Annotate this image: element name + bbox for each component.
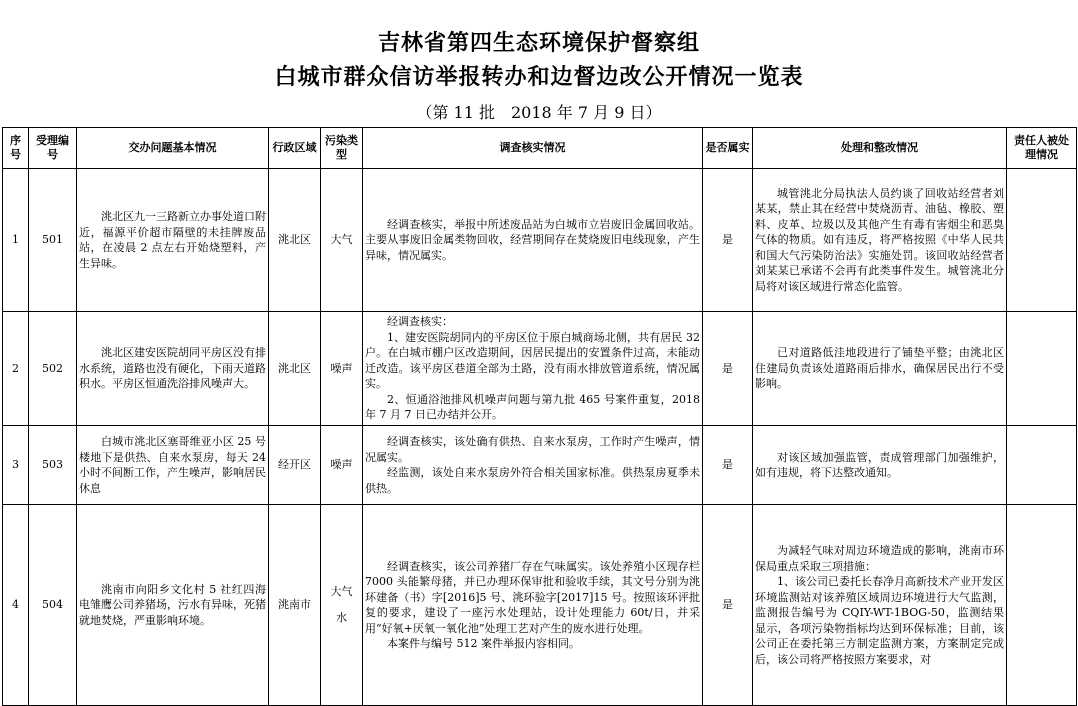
- complaints-table: [2, 127, 1077, 706]
- col-header-type: 污染类型: [321, 128, 363, 169]
- cell-investigation: [363, 169, 703, 312]
- investigation-paragraph: 经调查核实：: [387, 315, 453, 329]
- cell-verified: 是: [703, 312, 753, 426]
- cell-no: 1: [3, 169, 29, 312]
- table-row: [3, 312, 1077, 426]
- issue-text: 洮南市向阳乡文化村 5 社红四海电雏鹰公司养猪场，污水有异味，死猪就地焚烧，严重影响环境。: [79, 582, 266, 627]
- cell-code: 502: [29, 312, 77, 426]
- handling-paragraph: 城管洮北分局执法人员约谈了回收站经营者刘某某，禁止其在经营中焚烧沥青、油毡、橡胶、塑料、皮革、垃圾以及其他产生有毒有害烟尘和恶臭气体的物质。如有违反，将严格按照《中华人民共和国大气污染防治法》实施处罚。该回收站经营者刘某某已承诺不会再有此类事件发生。城管洮北分局将对该区域进行常态化监管。: [755, 186, 1004, 293]
- cell-type: 噪声: [321, 426, 363, 505]
- cell-issue: [77, 426, 269, 505]
- cell-investigation: [363, 312, 703, 426]
- investigation-paragraph: 本案件与编号 512 案件举报内容相同。: [387, 637, 580, 650]
- investigation-paragraph: 经调查核实，举报中所述废品站为白城市立岩废旧金属回收站。主要从事废旧金属类物回收，经营期间存在焚烧废旧电线现象，产生异味，情况属实。: [365, 217, 700, 262]
- handling-paragraph: 已对道路低洼地段进行了铺垫平整；由洮北区住建局负责该处道路雨后排水，确保居民出行不受影响。: [755, 346, 1004, 391]
- cell-responsible: [1007, 505, 1077, 706]
- col-header-no: 序号: [3, 128, 29, 169]
- cell-region: 经开区: [269, 426, 321, 505]
- col-header-handling: 处理和整改情况: [753, 128, 1007, 169]
- cell-region: 洮北区: [269, 169, 321, 312]
- cell-code: 501: [29, 169, 77, 312]
- cell-investigation: [363, 505, 703, 706]
- table-header-row: [3, 128, 1077, 169]
- cell-issue: [77, 312, 269, 426]
- issue-text: 洮北区九一三路新立办事处道口附近，福源平价超市隔壁的未挂牌废品站，在凌晨 2 点左右开始烧塑料，产生异味。: [79, 210, 266, 270]
- investigation-paragraph: 经调查核实，该公司养猪厂存在气味属实。该处养殖小区现存栏 7000 头能繁母猪，并已办理环保审批和验收手续，其文号分别为洮环建备（书）字[2016]5 号、洮环验字[2017]15 号。按照该环评批复的要求，建设了一座污水处理站，设计处理能力 60t/日，并采用“好氧+厌氧一氧化池”处理工艺对产生的废水进行处理。: [365, 559, 700, 635]
- cell-verified: 是: [703, 505, 753, 706]
- col-header-responsible: 责任人被处理情况: [1007, 128, 1077, 169]
- cell-code: 504: [29, 505, 77, 706]
- cell-handling: [753, 505, 1007, 706]
- cell-no: 3: [3, 426, 29, 505]
- col-header-verified: 是否属实: [703, 128, 753, 169]
- table-row: [3, 505, 1077, 706]
- cell-handling: [753, 169, 1007, 312]
- cell-no: 2: [3, 312, 29, 426]
- cell-no: 4: [3, 505, 29, 706]
- cell-region: 洮北区: [269, 312, 321, 426]
- handling-paragraph: 为减轻气味对周边环境造成的影响，洮南市环保局重点采取三项措施：: [755, 544, 1004, 573]
- cell-responsible: [1007, 426, 1077, 505]
- cell-verified: 是: [703, 169, 753, 312]
- cell-region: 洮南市: [269, 505, 321, 706]
- issue-text: 洮北区建安医院胡同平房区没有排水系统，道路也没有硬化，下雨天道路积水。平房区恒通洗浴排风噪声大。: [79, 346, 266, 391]
- cell-responsible: [1007, 312, 1077, 426]
- handling-paragraph: 1、该公司已委托长春净月高新技术产业开发区环境监测站对该养殖区域周边环境进行大气监测，监测报告编号为 CQIY-WT-1BOG-50，监测结果显示，各项污染物指标均达到环保标准；目前，该公司正在委托第三方制定监测方案，方案制定完成后，该公司将严格按照方案要求，对: [755, 575, 1004, 666]
- cell-code: 503: [29, 426, 77, 505]
- cell-investigation: [363, 426, 703, 505]
- cell-issue: [77, 169, 269, 312]
- cell-issue: [77, 505, 269, 706]
- batch-date-subtitle: （第 11 批 2018 年 7 月 9 日）: [416, 103, 662, 122]
- col-header-investigation: 调查核实情况: [363, 128, 703, 169]
- table-row: [3, 169, 1077, 312]
- cell-verified: 是: [703, 426, 753, 505]
- col-header-issue: 交办问题基本情况: [77, 128, 269, 169]
- investigation-paragraph: 1、建安医院胡同内的平房区位于原白城商场北侧，共有居民 32 户。在白城市棚户区改造期间，因居民提出的安置条件过高，未能动迁改造。该平房区巷道全部为土路，没有雨水排放管道系统，情况属实。: [365, 330, 700, 391]
- type-text: 大气水: [330, 585, 353, 624]
- investigation-paragraph: 经调查核实，该处确有供热、自来水泵房，工作时产生噪声，情况属实。: [365, 435, 700, 464]
- investigation-paragraph: 2、恒通浴池排风机噪声问题与第九批 465 号案件重复，2018 年 7 月 7 日已办结并公开。: [365, 392, 700, 422]
- issue-text: 白城市洮北区塞哥维亚小区 25 号楼地下是供热、自来水泵房，每天 24 小时不间断工作，产生噪声，影响居民休息: [79, 435, 266, 495]
- cell-handling: [753, 312, 1007, 426]
- document-title-line1: 吉林省第四生态环境保护督察组: [377, 31, 700, 56]
- cell-type: [321, 505, 363, 706]
- cell-handling: [753, 426, 1007, 505]
- handling-paragraph: 对该区域加强监管，责成管理部门加强维护，如有违规，将下达整改通知。: [755, 450, 1004, 479]
- document-title-line2: 白城市群众信访举报转办和边督边改公开情况一览表: [274, 65, 804, 90]
- cell-responsible: [1007, 169, 1077, 312]
- cell-type: 噪声: [321, 312, 363, 426]
- investigation-paragraph: 经监测，该处自来水泵房外符合相关国家标准。供热泵房夏季未供热。: [365, 466, 700, 495]
- cell-type: 大气: [321, 169, 363, 312]
- col-header-code: 受理编号: [29, 128, 77, 169]
- table-row: [3, 426, 1077, 505]
- col-header-region: 行政区域: [269, 128, 321, 169]
